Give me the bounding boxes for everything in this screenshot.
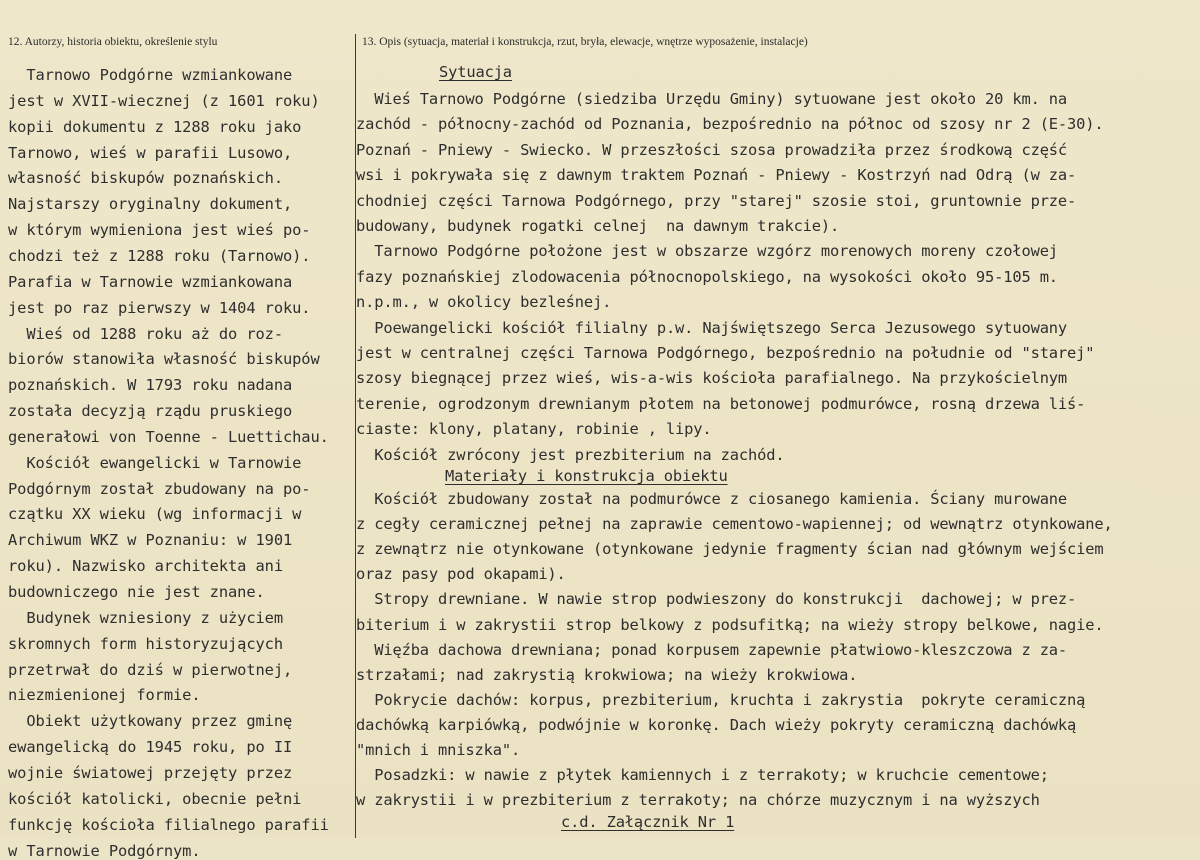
left-column-line: Archiwum WKZ w Poznaniu: w 1901 <box>8 531 293 550</box>
situation-line: terenie, ogrodzonym drewnianym płotem na betonowej podmurówce, rosną drzewa liś- <box>356 394 1086 413</box>
situation-line: Wieś Tarnowo Podgórne (siedziba Urzędu Gminy) sytuowane jest około 20 km. na <box>356 90 1068 108</box>
materials-line: z zewnątrz nie otynkowane (otynkowane jedynie fragmenty ścian nad głównym wejściem <box>356 540 1104 559</box>
left-column-line: Obiekt użytkowany przez gminę <box>8 712 293 731</box>
situation-line: Poewangelicki kościół filialny p.w. Najświętszego Serca Jezusowego sytuowany <box>356 318 1068 337</box>
materials-line: Kościół zbudowany został na podmurówce z ciosanego kamienia. Ściany murowane <box>356 490 1068 508</box>
left-column-line: skromnych form historyzujących <box>8 634 283 653</box>
situation-line: jest w centralnej części Tarnowa Podgórnego, bezpośrednio na południe od "starej" <box>356 344 1095 362</box>
left-column-line: w którym wymieniona jest wieś po- <box>8 221 311 240</box>
materials-line: w zakrystii i w prezbiterium z terrakoty; na chórze muzycznym i na wyższych <box>356 791 1040 810</box>
situation-line: Tarnowo Podgórne położone jest w obszarze wzgórz morenowych moreny czołowej <box>356 242 1058 261</box>
left-column-line: roku). Nazwisko architekta ani <box>8 557 283 576</box>
situation-line: zachód - północny-zachód od Poznania, bezpośrednio na północ od szosy nr 2 (E-30). <box>356 115 1104 134</box>
materials-line: Więźba dachowa drewniana; ponad korpusem zapewnie płatwiowo-kleszczowa z za- <box>356 640 1068 659</box>
situation-line: chodniej części Tarnowa Podgórnego, przy "starej" szosie stoi, gruntownie prze- <box>356 191 1077 210</box>
left-column-line: Tarnowo, wieś w parafii Lusowo, <box>8 143 293 162</box>
left-column-line: funkcję kościoła filialnego parafii <box>8 815 329 834</box>
materials-line: dachówką karpiówką, podwójnie w koronkę. Dach wieży pokryty ceramiczną dachówką <box>356 715 1077 734</box>
left-column-line: Wieś od 1288 roku aż do roz- <box>8 324 283 343</box>
situation-line: Poznań - Pniewy - Swiecko. W przeszłości szosa prowadziła przez środkową część <box>356 140 1068 159</box>
left-column-line: budowniczego nie jest znane. <box>8 583 265 601</box>
materials-line: biterium i w zakrystii strop belkowy z podsufitką; na wieży stropy belkowe, nagie. <box>356 615 1104 634</box>
materials-line: Pokrycie dachów: korpus, prezbiterium, kruchta i zakrystia pokryte ceramiczną <box>356 690 1086 709</box>
left-column-line: czątku XX wieku (wg informacji w <box>8 505 302 524</box>
situation-line: n.p.m., w okolicy bezleśnej. <box>356 293 612 312</box>
left-column-line: Kościół ewangelicki w Tarnowie <box>8 453 302 472</box>
left-column-line: biorów stanowiła własność biskupów <box>8 350 320 369</box>
situation-line: budowany, budynek rogatki celnej na dawnym trakcie). <box>356 217 840 235</box>
left-column-line: Najstarszy oryginalny dokument, <box>8 195 293 214</box>
materials-line: z cegły ceramicznej pełnej na zaprawie cementowo-wapiennej; od wewnątrz otynkowane, <box>356 515 1113 534</box>
left-column-line: kopii dokumentu z 1288 roku jako <box>8 117 302 136</box>
left-column-header: 12. Autorzy, historia obiektu, określenie stylu <box>8 36 218 48</box>
materials-line: strzałami; nad zakrystią krokwiowa; na wieży krokwiowa. <box>356 665 858 684</box>
left-column-line: przetrwał do dziś w pierwotnej, <box>8 660 293 679</box>
materials-line: "mnich i mniszka". <box>356 741 521 759</box>
continuation-footer: c.d. Załącznik Nr 1 <box>561 813 735 831</box>
heading-materials: Materiały i konstrukcja obiektu <box>445 467 728 485</box>
situation-line: szosy biegnącej przez wieś, wis-a-wis kościoła parafialnego. Na przykościelnym <box>356 369 1068 388</box>
left-column-line: własność biskupów poznańskich. <box>8 169 283 188</box>
left-column-line: Budynek wzniesiony z użyciem <box>8 608 283 627</box>
left-column-line: generałowi von Toenne - Luettichau. <box>8 427 329 446</box>
situation-line: Kościół zwrócony jest prezbiterium na zachód. <box>356 445 785 464</box>
materials-line: Stropy drewniane. W nawie strop podwieszony do konstrukcji dachowej; w prez- <box>356 590 1077 609</box>
left-column-line: poznańskich. W 1793 roku nadana <box>8 376 293 395</box>
left-column-line: chodzi też z 1288 roku (Tarnowo). <box>8 246 311 265</box>
situation-line: wsi i pokrywała się z dawnym traktem Poznań - Pniewy - Kostrzyń nad Odrą (w za- <box>356 166 1077 185</box>
situation-line: ciaste: klony, platany, robinie , lipy. <box>356 420 712 439</box>
left-column-line: Parafia w Tarnowie wzmiankowana <box>8 272 293 291</box>
left-column-line: Podgórnym został zbudowany na po- <box>8 479 311 498</box>
situation-line: fazy poznańskiej zlodowacenia północnopolskiego, na wysokości około 95-105 m. <box>356 267 1058 286</box>
materials-line: oraz pasy pod okapami). <box>356 565 566 584</box>
left-column-line: niezmienionej formie. <box>8 686 201 705</box>
left-column-line: ewangelicką do 1945 roku, po II <box>8 738 293 757</box>
heading-situation: Sytuacja <box>439 63 512 81</box>
left-column-line: w Tarnowie Podgórnym. <box>8 841 201 860</box>
left-column-line: wojnie światowej przejęty przez <box>8 763 293 782</box>
materials-line: Posadzki: w nawie z płytek kamiennych i z terrakoty; w kruchcie cementowe; <box>356 766 1049 785</box>
left-column-line: została decyzją rządu pruskiego <box>8 402 293 421</box>
left-column-line: Tarnowo Podgórne wzmiankowane <box>8 66 293 84</box>
right-column-header: 13. Opis (sytuacja, materiał i konstrukcja, rzut, bryła, elewacje, wnętrze wyposażenie, instalacje) <box>362 36 808 48</box>
left-column-line: kościół katolicki, obecnie pełni <box>8 789 302 808</box>
left-column-line: jest w XVII-wiecznej (z 1601 roku) <box>8 91 320 110</box>
left-column-line: jest po raz pierwszy w 1404 roku. <box>8 298 311 317</box>
